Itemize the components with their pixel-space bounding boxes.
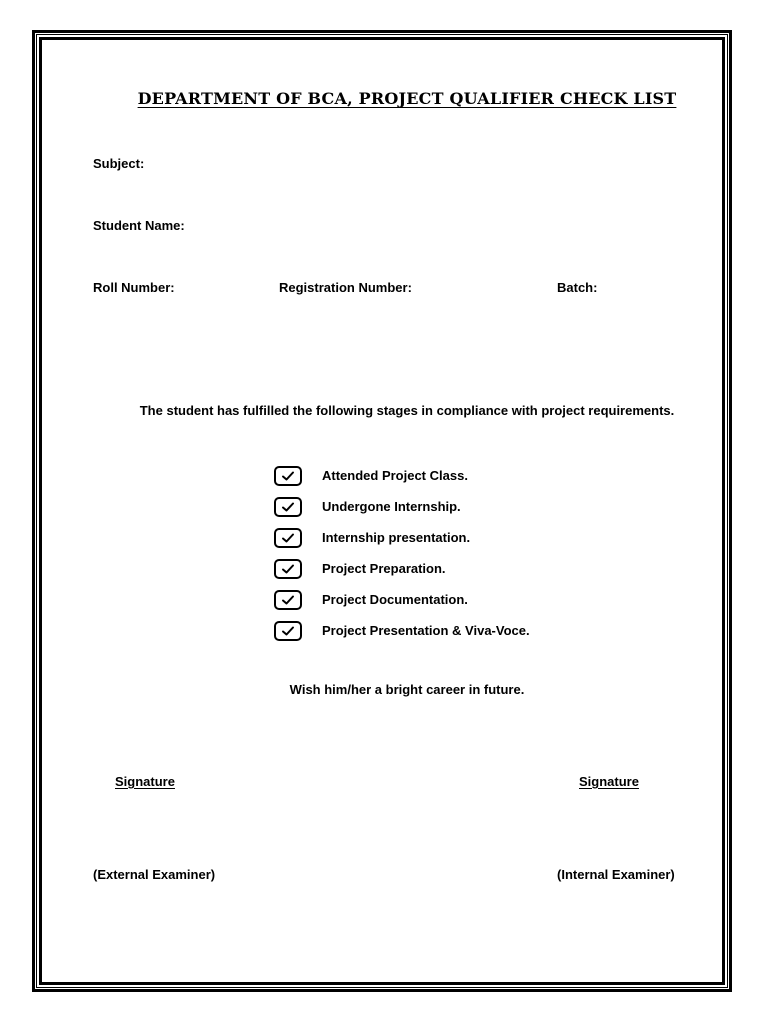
roll-number-label: Roll Number: <box>93 280 175 295</box>
student-name-label: Student Name: <box>93 218 185 233</box>
internal-examiner-label: (Internal Examiner) <box>557 867 675 882</box>
checkbox-checked-icon[interactable] <box>274 466 302 486</box>
checklist-item <box>274 615 530 646</box>
checkbox-checked-icon[interactable] <box>274 590 302 610</box>
checkbox-checked-icon[interactable] <box>274 528 302 548</box>
external-examiner-label: (External Examiner) <box>93 867 216 882</box>
checklist-item-label: Undergone Internship. <box>322 499 461 514</box>
external-signature-label: Signature <box>115 774 175 789</box>
checkbox-checked-icon[interactable] <box>274 559 302 579</box>
batch-label: Batch: <box>557 280 598 295</box>
internal-signature-label: Signature <box>579 774 639 789</box>
registration-number-label: Registration Number: <box>279 280 412 295</box>
checklist-item-label: Internship presentation. <box>322 530 471 545</box>
checklist-item <box>274 460 530 491</box>
compliance-statement: The student has fulfilled the following stages in compliance with project requirements. <box>139 403 675 418</box>
checklist-item <box>274 522 530 553</box>
checklist-item-label: Attended Project Class. <box>322 468 468 483</box>
wish-text: Wish him/her a bright career in future. <box>289 682 525 697</box>
checklist-item <box>274 553 530 584</box>
checklist <box>274 460 530 646</box>
subject-label: Subject: <box>93 156 145 171</box>
document-title: DEPARTMENT OF BCA, PROJECT QUALIFIER CHECK LIST <box>137 89 677 108</box>
checkbox-checked-icon[interactable] <box>274 497 302 517</box>
checklist-item <box>274 491 530 522</box>
checklist-item <box>274 584 530 615</box>
checklist-item-label: Project Preparation. <box>322 561 446 576</box>
checkbox-checked-icon[interactable] <box>274 621 302 641</box>
checklist-item-label: Project Documentation. <box>322 592 468 607</box>
checklist-item-label: Project Presentation & Viva-Voce. <box>322 623 530 638</box>
